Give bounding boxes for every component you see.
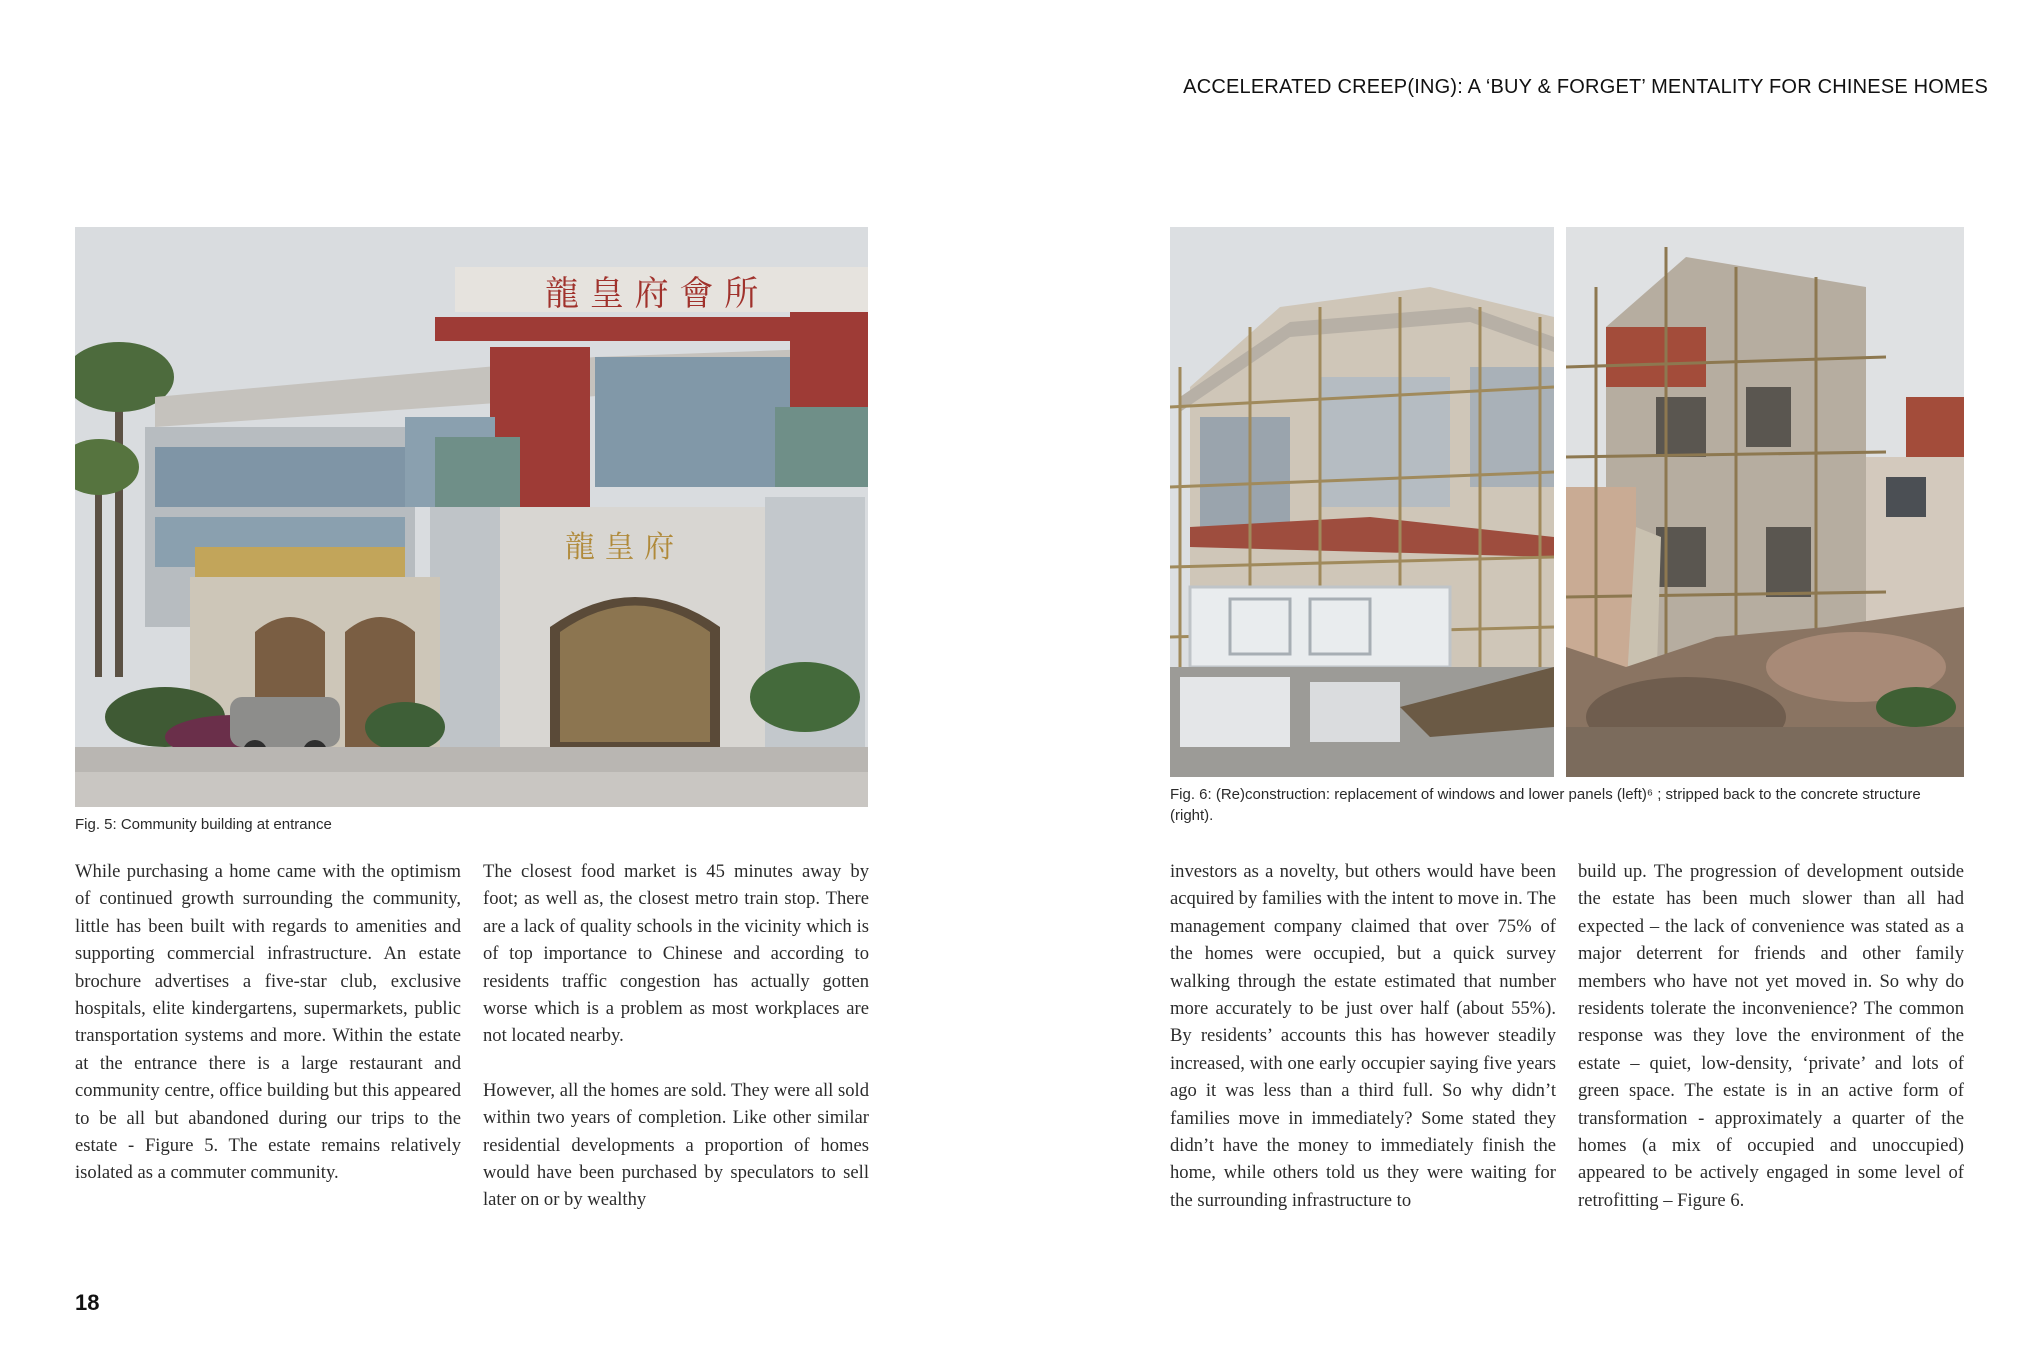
paragraph: build up. The progression of development outside the estate has been much slower than all had expected – the lack of convenience was stated as a major deterrent for friends and other family members who have not yet moved in. So why do residents tolerate the inconvenience? The common response was they love the environment of the estate – quiet, low-density, ‘private’ and lots of green space. The estate is in an active form of transformation - approximately a quarter of the homes (a mix of occupied and unoccupied) appeared to be actively engaged in some level of retrofitting – Figure 6. [1578,861,1964,1211]
figure-6-caption: Fig. 6: (Re)construction: replacement of windows and lower panels (left)⁶ ; stripped back to the concrete structure (right). [1170,786,1921,824]
paragraph: While purchasing a home came with the optimism of continued growth surrounding the community, little has been built with regards to amenities and supporting commercial infrastructure. An estate brochure advertises a five-star club, exclusive hospitals, elite kindergartens, supermarkets, public transportation systems and more. Within the estate at the entrance there is a large restaurant and community centre, office building but this appeared to be all but abandoned during our trips to the estate - Figure 5. The estate remains relatively isolated as a commuter community. [75,861,461,1184]
paragraph: The closest food market is 45 minutes away by foot; as well as, the closest metro train stop. There are a lack of quality schools in the vicinity which is of top importance to Chinese and according to residents traffic congestion has actually gotten worse which is a problem as most workplaces are not located nearby. [483,861,869,1047]
svg-text:龍 皇 府: 龍 皇 府 [565,530,675,565]
running-head: ACCELERATED CREEP(ING): A ‘BUY & FORGET’ MENTALITY FOR CHINESE HOMES [1183,76,1988,98]
text-column-3 [1170,858,1556,1214]
page-number: 18 [75,1290,100,1315]
figure-5-photo [75,227,868,807]
paragraph: However, all the homes are sold. They were all sold within two years of completion. Like other similar residential developments a proportion of homes would have been purchased by speculators to sell later on or by wealthy [483,1079,869,1211]
figure-6-right-photo [1566,227,1964,777]
svg-text:龍 皇 府 會 所: 龍 皇 府 會 所 [545,274,759,314]
paragraph: investors as a novelty, but others would have been acquired by families with the intent to move in. The management company claimed that over 75% of the homes were occupied, but a quick survey walking through the estate estimated that number more accurately to be just over half (about 55%). By residents’ accounts this has however steadily increased, with one early occupier saying five years ago it was less than a third full. So why didn’t families move in immediately? Some stated they didn’t have the money to immediately finish the home, while others told us they were waiting for the surrounding infrastructure to [1170,861,1556,1211]
text-column-4 [1578,858,1964,1214]
text-column-2 [483,858,869,1214]
text-column-1 [75,858,461,1187]
figure-5-caption: Fig. 5: Community building at entrance [75,816,332,833]
figure-6-left-photo [1170,227,1554,777]
